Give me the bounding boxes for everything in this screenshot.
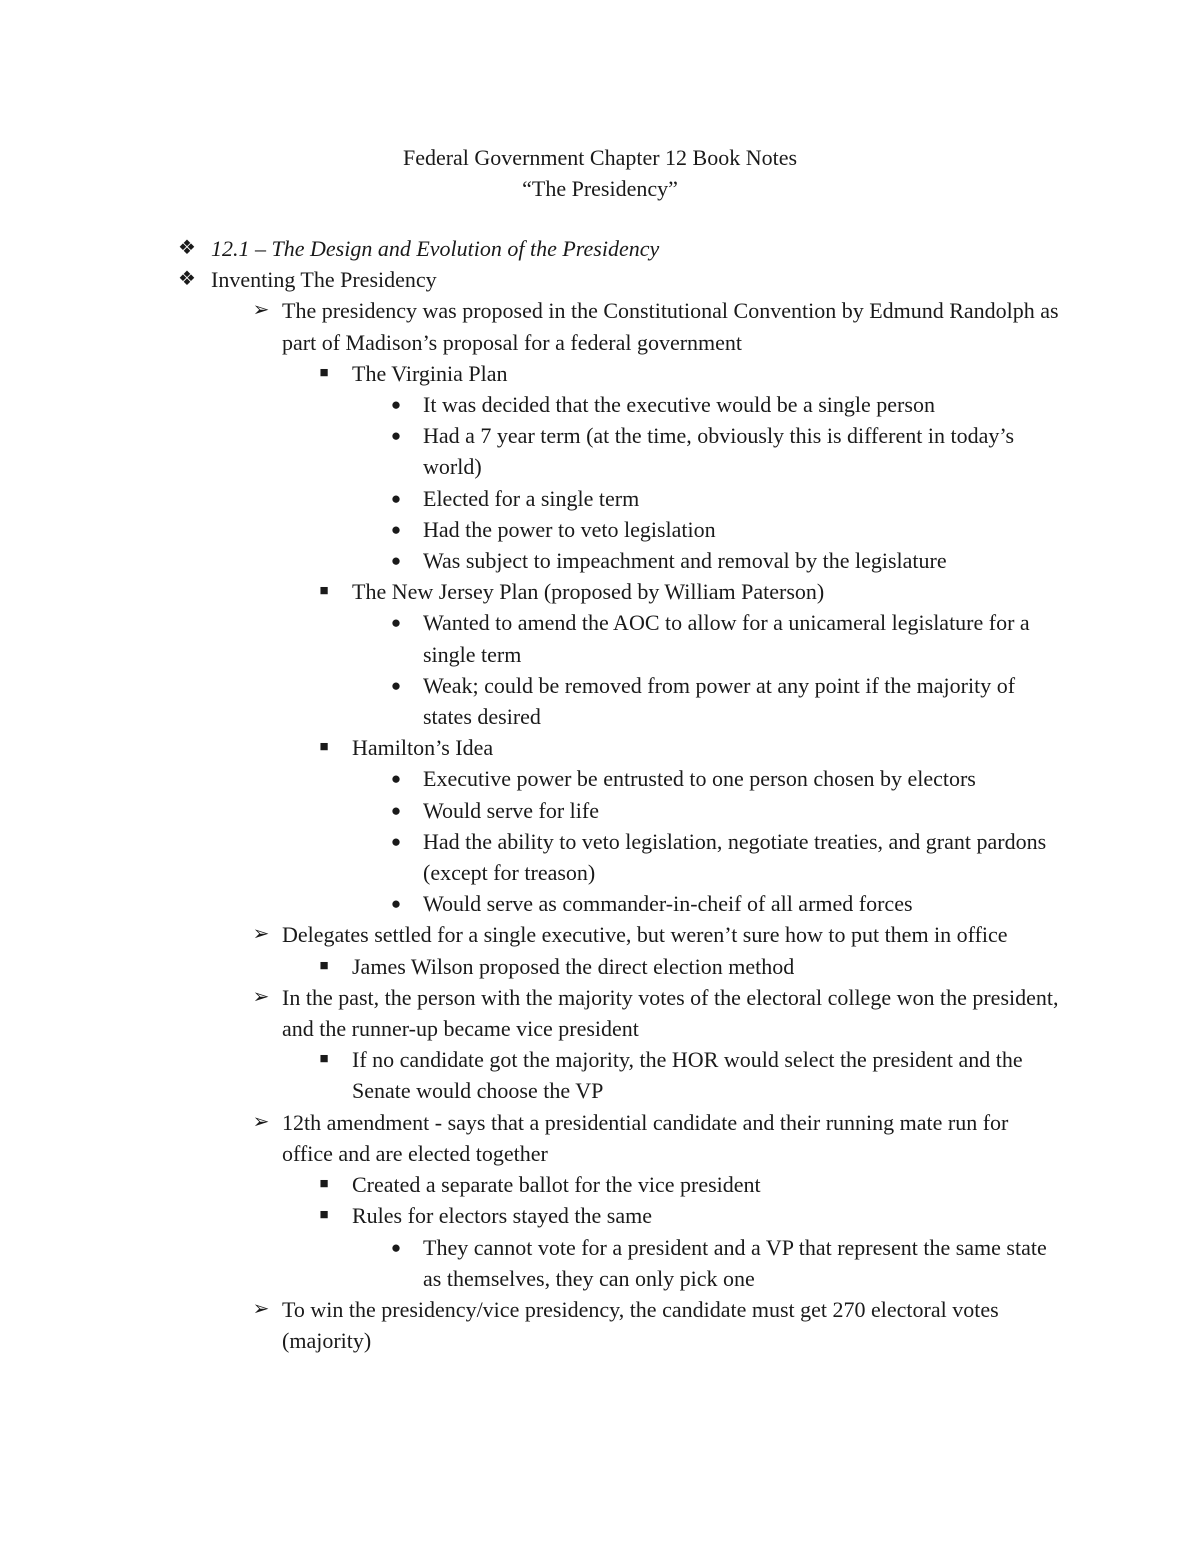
outline-item [0,919,1062,950]
diamond-bullet-icon: ❖ [178,268,196,291]
arrowhead-bullet-icon: ➢ [252,985,270,1008]
outline-item-text: 12.1 – The Design and Evolution of the Presidency [211,236,660,261]
outline-item-text: Rules for electors stayed the same [352,1203,652,1229]
outline-item-text: Inventing The Presidency [211,267,437,293]
outline-item [0,888,1063,919]
diamond-bullet-icon: ❖ [178,237,196,259]
outline-item-text: Wanted to amend the AOC to allow for a unicameral legislature for a single term [423,610,1030,667]
disc-bullet-icon: ● [390,831,402,851]
outline-item [0,545,1063,576]
outline-item [0,607,1063,669]
outline-item-text: Created a separate ballot for the vice president [352,1172,761,1198]
outline-item-text: Would serve for life [423,797,599,823]
square-bullet-icon: ■ [319,957,329,974]
outline-item-text: Had a 7 year term (at the time, obviously this is different in today’s world) [423,423,1015,480]
outline-item [0,1232,1063,1294]
outline-item [0,576,1062,607]
outline-item-text: They cannot vote for a president and a VP that represent the same state as themselves, they can only pick one [423,1234,1047,1291]
outline-item [0,420,1063,482]
disc-bullet-icon: ● [390,894,402,914]
square-bullet-icon: ■ [319,1176,329,1193]
outline-item-text: James Wilson proposed the direct election method [352,953,795,979]
square-bullet-icon: ■ [319,1207,329,1224]
outline-item [0,763,1063,794]
outline-item [0,732,1062,763]
outline-item [0,1044,1062,1106]
document-title: Federal Government Chapter 12 Book Notes [402,145,798,170]
outline-item-text: Had the power to veto legislation [423,516,716,542]
square-bullet-icon: ■ [319,1051,329,1068]
square-bullet-icon: ■ [319,739,329,756]
disc-bullet-icon: ● [390,519,402,539]
outline-item [0,483,1063,514]
disc-bullet-icon: ● [390,488,402,508]
outline-item-text: The presidency was proposed in the Constitutional Convention by Edmund Randolph as part of Madison’s proposal for a federal government [282,298,1059,355]
outline-item [0,1200,1062,1231]
arrowhead-bullet-icon: ➢ [252,923,270,946]
outline-item-text: To win the presidency/vice presidency, the candidate must get 270 electoral votes (majority) [282,1296,999,1354]
title-block [0,142,1200,204]
arrowhead-bullet-icon: ➢ [252,1110,270,1133]
disc-bullet-icon: ● [390,675,402,695]
notes-outline [0,233,1200,1356]
outline-item-text: It was decided that the executive would be a single person [423,392,935,418]
outline-item [0,1294,1062,1356]
disc-bullet-icon: ● [390,613,402,633]
arrowhead-bullet-icon: ➢ [252,299,270,322]
outline-item-text: Delegates settled for a single executive, but weren’t sure how to put them in office [282,922,1008,948]
outline-item-text: In the past, the person with the majority votes of the electoral college won the president, and the runner-up became vice president [282,984,1059,1042]
outline-item-text: If no candidate got the majority, the HOR would select the president and the Senate would choose the VP [352,1047,1023,1104]
outline-item [0,358,1062,389]
outline-item [0,826,1063,888]
outline-item-text: Weak; could be removed from power at any point if the majority of states desired [423,672,1016,730]
arrowhead-bullet-icon: ➢ [252,1297,270,1320]
outline-item-text: Elected for a single term [423,485,640,511]
outline-item [0,1107,1062,1169]
outline-item [0,951,1062,982]
square-bullet-icon: ■ [319,583,329,600]
disc-bullet-icon: ● [390,800,402,820]
outline-item-text: Executive power be entrusted to one person chosen by electors [423,766,976,792]
disc-bullet-icon: ● [390,551,402,571]
disc-bullet-icon: ● [390,769,402,789]
outline-item-text: The Virginia Plan [352,360,508,386]
disc-bullet-icon: ● [390,1237,402,1257]
disc-bullet-icon: ● [390,426,402,446]
outline-item-text: Had the ability to veto legislation, negotiate treaties, and grant pardons (except for treason) [423,828,1047,886]
outline-item-text: The New Jersey Plan (proposed by William Paterson) [352,579,825,605]
square-bullet-icon: ■ [319,364,329,381]
outline-item-text: Was subject to impeachment and removal by the legislature [423,548,947,574]
outline-item [0,1169,1062,1200]
outline-item-text: Hamilton’s Idea [352,735,494,761]
disc-bullet-icon: ● [390,395,402,415]
outline-item [0,295,1062,357]
outline-item-text: Would serve as commander-in-cheif of all armed forces [423,891,913,917]
outline-item [0,264,1061,295]
outline-item [0,795,1063,826]
outline-item [0,514,1063,545]
outline-item [0,389,1063,420]
outline-item [0,670,1063,732]
document-subtitle: “The Presidency” [522,176,678,201]
outline-item-text: 12th amendment - says that a presidential candidate and their running mate run for office and are elected together [282,1109,1009,1166]
outline-item [0,982,1062,1044]
outline-item [0,233,1061,264]
